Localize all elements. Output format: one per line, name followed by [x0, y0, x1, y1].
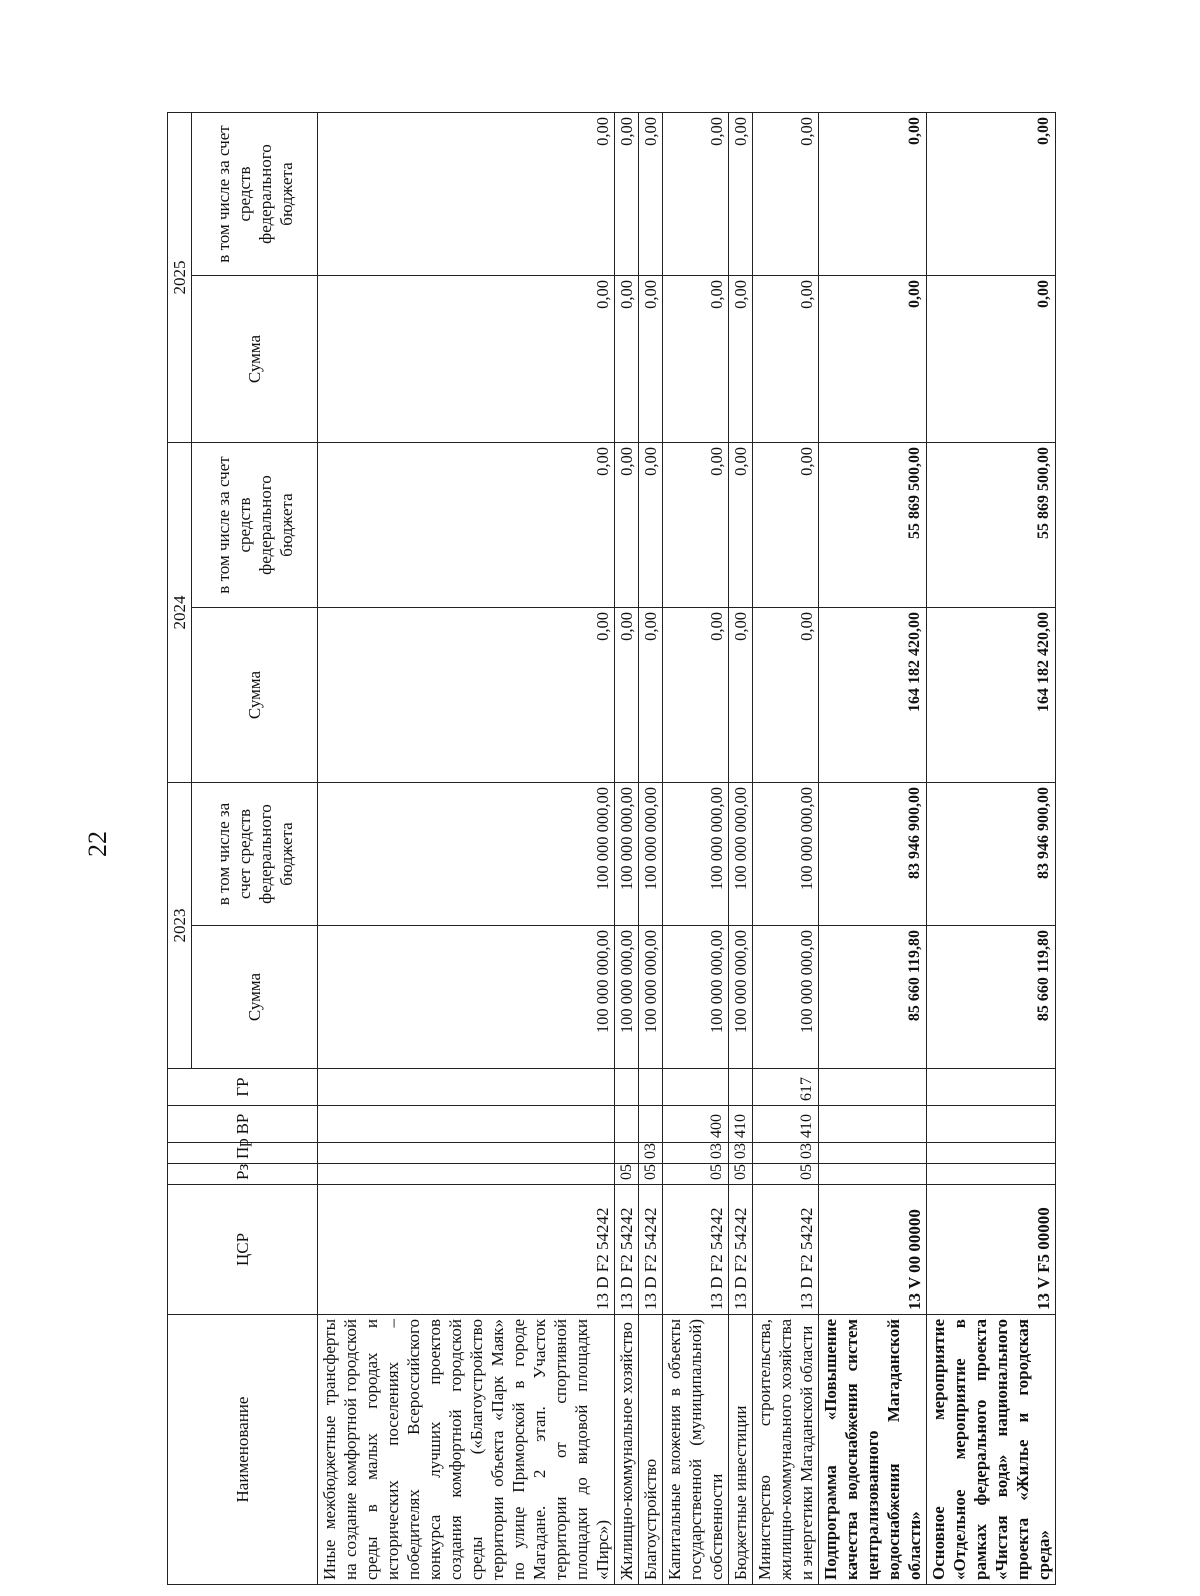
row-sum-2024: 0,00	[639, 608, 663, 783]
row-gr	[729, 1069, 753, 1106]
row-sum-2023: 100 000 000,00	[729, 926, 753, 1069]
header-federal-2025: в том числе за счет средств федерального бюджета	[192, 113, 318, 276]
row-name: Бюджетные инвестиции	[729, 1315, 753, 1585]
row-federal-2023: 100 000 000,00	[753, 783, 819, 926]
row-federal-2025: 0,00	[819, 113, 927, 276]
header-pr: Пр	[168, 1143, 318, 1164]
row-csr: 13 D F2 54242	[663, 1185, 729, 1315]
rotated-table-container	[167, 113, 1053, 1585]
row-vr: 400	[663, 1106, 729, 1143]
row-sum-2023: 100 000 000,00	[663, 926, 729, 1069]
row-sum-2025: 0,00	[729, 276, 753, 443]
row-rz: 05	[753, 1164, 819, 1185]
row-federal-2025: 0,00	[927, 113, 1056, 276]
row-federal-2024: 0,00	[729, 443, 753, 608]
row-sum-2025: 0,00	[615, 276, 639, 443]
row-csr: 13 D F2 54242	[639, 1185, 663, 1315]
row-rz	[927, 1164, 1056, 1185]
header-row-years	[168, 113, 192, 1585]
table-row	[729, 113, 753, 1585]
row-federal-2024: 0,00	[639, 443, 663, 608]
row-federal-2025: 0,00	[639, 113, 663, 276]
row-sum-2023: 100 000 000,00	[318, 926, 615, 1069]
row-federal-2025: 0,00	[663, 113, 729, 276]
row-vr	[639, 1106, 663, 1143]
row-sum-2023: 100 000 000,00	[753, 926, 819, 1069]
row-sum-2025: 0,00	[639, 276, 663, 443]
row-federal-2024: 0,00	[753, 443, 819, 608]
row-pr	[318, 1143, 615, 1164]
row-csr: 13 D F2 54242	[318, 1185, 615, 1315]
row-sum-2025: 0,00	[819, 276, 927, 443]
row-sum-2024: 164 182 420,00	[819, 608, 927, 783]
row-vr: 410	[729, 1106, 753, 1143]
header-year-2023: 2023	[168, 783, 192, 1069]
row-federal-2023: 100 000 000,00	[639, 783, 663, 926]
row-name: Иные межбюджетные трансферты на создание комфортной городской среды в малых городах и исторических поселениях – победителях Всероссийского конкурса лучших проектов создания комфортной городской среды («Благоустройство территории объекта «Парк Маяк» по улице Приморской в городе Магадане. 2 этап. Участок территории от спортивной площадки до видовой площадки «Пирс»)	[318, 1315, 615, 1585]
row-federal-2024: 0,00	[318, 443, 615, 608]
row-federal-2023: 100 000 000,00	[318, 783, 615, 926]
row-federal-2025: 0,00	[615, 113, 639, 276]
row-federal-2024: 0,00	[615, 443, 639, 608]
row-federal-2025: 0,00	[753, 113, 819, 276]
header-federal-2023: в том числе за счет средств федерального бюджета	[192, 783, 318, 926]
row-sum-2025: 0,00	[318, 276, 615, 443]
row-gr	[927, 1069, 1056, 1106]
row-rz	[318, 1164, 615, 1185]
header-rz: Рз	[168, 1164, 318, 1185]
header-sum-2025: Сумма	[192, 276, 318, 443]
row-pr: 03	[729, 1143, 753, 1164]
row-csr: 13 V 00 00000	[819, 1185, 927, 1315]
row-sum-2023: 100 000 000,00	[639, 926, 663, 1069]
header-name: Наименование	[168, 1315, 318, 1585]
row-pr: 03	[639, 1143, 663, 1164]
table-row	[615, 113, 639, 1585]
row-name: Жилищно-коммунальное хозяйство	[615, 1315, 639, 1585]
table-row	[639, 113, 663, 1585]
table-row	[819, 113, 927, 1585]
row-name: Подпрограмма «Повышение качества водоснабжения систем централизованного водоснабжения Магаданской области»	[819, 1315, 927, 1585]
header-year-2025: 2025	[168, 113, 192, 443]
rotated-table	[167, 113, 1053, 1585]
row-csr: 13 D F2 54242	[615, 1185, 639, 1315]
header-sum-2024: Сумма	[192, 608, 318, 783]
row-sum-2023: 85 660 119,80	[927, 926, 1056, 1069]
row-rz: 05	[729, 1164, 753, 1185]
row-pr	[615, 1143, 639, 1164]
row-federal-2025: 0,00	[318, 113, 615, 276]
row-sum-2025: 0,00	[663, 276, 729, 443]
budget-table	[167, 112, 1056, 1585]
row-rz: 05	[639, 1164, 663, 1185]
row-gr: 617	[753, 1069, 819, 1106]
table-row	[318, 113, 615, 1585]
row-pr: 03	[663, 1143, 729, 1164]
row-rz	[819, 1164, 927, 1185]
row-gr	[318, 1069, 615, 1106]
row-rz: 05	[615, 1164, 639, 1185]
row-csr: 13 D F2 54242	[729, 1185, 753, 1315]
row-name: Основное мероприятие «Отдельное мероприятие в рамках федерального проекта «Чистая вода» национального проекта «Жилье и городская среда»	[927, 1315, 1056, 1585]
table-row	[663, 113, 729, 1585]
row-federal-2024: 55 869 500,00	[927, 443, 1056, 608]
row-federal-2023: 100 000 000,00	[615, 783, 639, 926]
row-vr	[927, 1106, 1056, 1143]
row-federal-2023: 83 946 900,00	[819, 783, 927, 926]
row-sum-2024: 0,00	[663, 608, 729, 783]
header-gr: ГР	[168, 1069, 318, 1106]
row-federal-2023: 100 000 000,00	[663, 783, 729, 926]
header-vr: ВР	[168, 1106, 318, 1143]
table-row	[927, 113, 1056, 1585]
page-number: 22	[83, 831, 112, 857]
row-federal-2024: 0,00	[663, 443, 729, 608]
row-sum-2024: 0,00	[753, 608, 819, 783]
row-federal-2024: 55 869 500,00	[819, 443, 927, 608]
header-year-2024: 2024	[168, 443, 192, 783]
row-sum-2024: 164 182 420,00	[927, 608, 1056, 783]
row-vr	[318, 1106, 615, 1143]
row-name: Министерство строительства, жилищно-коммунального хозяйства и энергетики Магаданской области	[753, 1315, 819, 1585]
table-row	[753, 113, 819, 1585]
row-gr	[663, 1069, 729, 1106]
row-rz: 05	[663, 1164, 729, 1185]
row-sum-2025: 0,00	[753, 276, 819, 443]
header-federal-2024: в том числе за счет средств федерального бюджета	[192, 443, 318, 608]
row-gr	[639, 1069, 663, 1106]
row-csr: 13 D F2 54242	[753, 1185, 819, 1315]
row-name: Капитальные вложения в объекты государственной (муниципальной) собственности	[663, 1315, 729, 1585]
row-vr: 410	[753, 1106, 819, 1143]
row-sum-2023: 85 660 119,80	[819, 926, 927, 1069]
row-pr: 03	[753, 1143, 819, 1164]
header-sum-2023: Сумма	[192, 926, 318, 1069]
row-federal-2023: 83 946 900,00	[927, 783, 1056, 926]
row-sum-2023: 100 000 000,00	[615, 926, 639, 1069]
row-vr	[615, 1106, 639, 1143]
header-csr: ЦСР	[168, 1185, 318, 1315]
row-federal-2023: 100 000 000,00	[729, 783, 753, 926]
row-name: Благоустройство	[639, 1315, 663, 1585]
row-pr	[819, 1143, 927, 1164]
row-sum-2024: 0,00	[729, 608, 753, 783]
row-csr: 13 V F5 00000	[927, 1185, 1056, 1315]
row-sum-2024: 0,00	[615, 608, 639, 783]
row-gr	[615, 1069, 639, 1106]
row-sum-2025: 0,00	[927, 276, 1056, 443]
row-federal-2025: 0,00	[729, 113, 753, 276]
row-pr	[927, 1143, 1056, 1164]
row-vr	[819, 1106, 927, 1143]
row-sum-2024: 0,00	[318, 608, 615, 783]
row-gr	[819, 1069, 927, 1106]
